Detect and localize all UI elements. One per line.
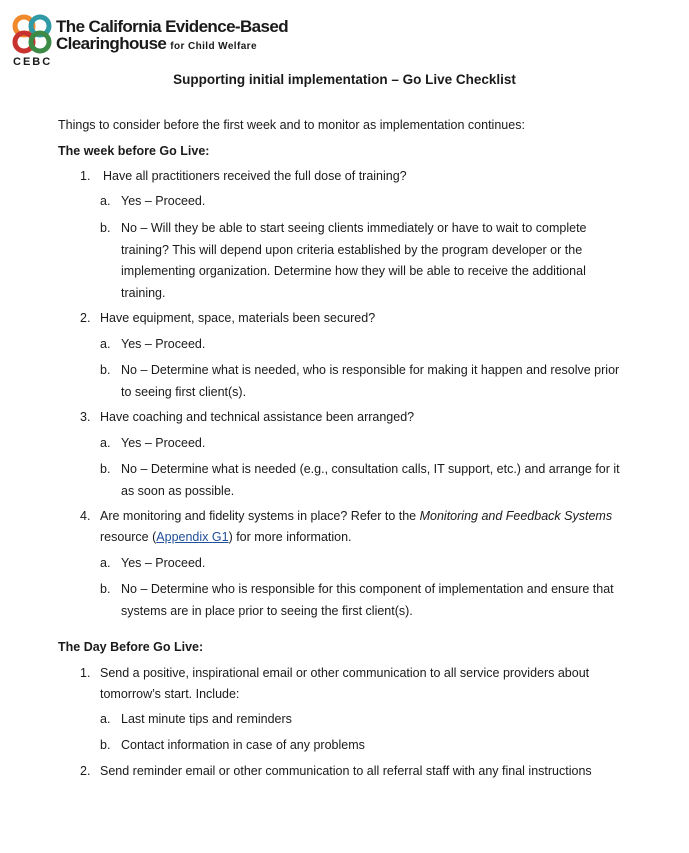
org-name-line2 bbox=[56, 34, 257, 54]
item-text-continued bbox=[100, 526, 352, 548]
sub-item-text: Yes – Proceed. bbox=[121, 556, 206, 570]
item-number: 3. bbox=[80, 410, 91, 424]
item-text: Send reminder email or other communication to all referral staff with any final instructions bbox=[100, 764, 592, 778]
sub-item-text: as soon as possible. bbox=[121, 484, 235, 498]
sub-item-letter: a. bbox=[100, 337, 111, 351]
item-text bbox=[100, 505, 612, 527]
sub-item-text: training? This will depend upon criteria established by the program developer or the bbox=[121, 243, 583, 257]
item-text: Have coaching and technical assistance been arranged? bbox=[100, 410, 415, 424]
item-number: 4. bbox=[80, 509, 91, 523]
sub-item-letter: b. bbox=[100, 582, 111, 596]
item-text: Have equipment, space, materials been secured? bbox=[100, 311, 376, 325]
sub-item-text: Yes – Proceed. bbox=[121, 194, 206, 208]
item-number: 2. bbox=[80, 311, 91, 325]
org-name-clearinghouse: Clearinghouse bbox=[56, 34, 167, 53]
sub-item-text: systems are in place prior to seeing the first client(s). bbox=[121, 604, 413, 618]
sub-item-text: Yes – Proceed. bbox=[121, 337, 206, 351]
sub-item-text: No – Determine what is needed, who is responsible for making it happen and resolve prior bbox=[121, 363, 620, 377]
resource-title: Monitoring and Feedback Systems bbox=[419, 509, 613, 523]
item-number: 1. bbox=[80, 169, 91, 183]
org-name-line1: The California Evidence-Based bbox=[56, 17, 289, 36]
item-text-part: resource ( bbox=[100, 530, 157, 544]
item-number: 1. bbox=[80, 666, 91, 680]
intro-text: Things to consider before the first week and to monitor as implementation continues: bbox=[58, 118, 525, 132]
sub-item-text: implementing organization. Determine how they will be able to receive the additional bbox=[121, 264, 586, 278]
sub-item-text: training. bbox=[121, 286, 166, 300]
sub-item-letter: a. bbox=[100, 194, 111, 208]
item-number: 2. bbox=[80, 764, 91, 778]
item-text-part: Are monitoring and fidelity systems in place? Refer to the bbox=[100, 509, 420, 523]
section-heading-day-before: The Day Before Go Live: bbox=[58, 640, 204, 654]
sub-item-text: Contact information in case of any problems bbox=[121, 738, 365, 752]
sub-item-letter: b. bbox=[100, 738, 111, 752]
section-heading-week-before: The week before Go Live: bbox=[58, 144, 210, 158]
sub-item-text: to seeing first client(s). bbox=[121, 385, 247, 399]
sub-item-text: No – Determine what is needed (e.g., consultation calls, IT support, etc.) and arrange for it bbox=[121, 462, 620, 476]
cebc-logo-mark-icon bbox=[12, 14, 52, 54]
sub-item-letter: a. bbox=[100, 556, 111, 570]
sub-item-text: No – Determine who is responsible for this component of implementation and ensure that bbox=[121, 582, 614, 596]
sub-item-letter: b. bbox=[100, 462, 111, 476]
item-text: Have all practitioners received the full dose of training? bbox=[103, 169, 407, 183]
appendix-g1-link[interactable]: Appendix G1 bbox=[156, 530, 229, 544]
sub-item-text: Yes – Proceed. bbox=[121, 436, 206, 450]
item-text-part: ) for more information. bbox=[228, 530, 352, 544]
org-abbreviation: CEBC bbox=[13, 56, 53, 68]
sub-item-letter: b. bbox=[100, 221, 111, 235]
sub-item-text: Last minute tips and reminders bbox=[121, 712, 292, 726]
item-text: Send a positive, inspirational email or other communication to all service providers about bbox=[100, 666, 590, 680]
cebc-logo bbox=[12, 14, 312, 70]
sub-item-letter: a. bbox=[100, 712, 111, 726]
item-text-continued: tomorrow’s start. Include: bbox=[100, 687, 240, 701]
sub-item-text: No – Will they be able to start seeing clients immediately or have to wait to complete bbox=[121, 221, 587, 235]
sub-item-letter: a. bbox=[100, 436, 111, 450]
document-title: Supporting initial implementation – Go Live Checklist bbox=[173, 72, 516, 87]
org-name-subtitle: for Child Welfare bbox=[170, 41, 257, 52]
sub-item-letter: b. bbox=[100, 363, 111, 377]
